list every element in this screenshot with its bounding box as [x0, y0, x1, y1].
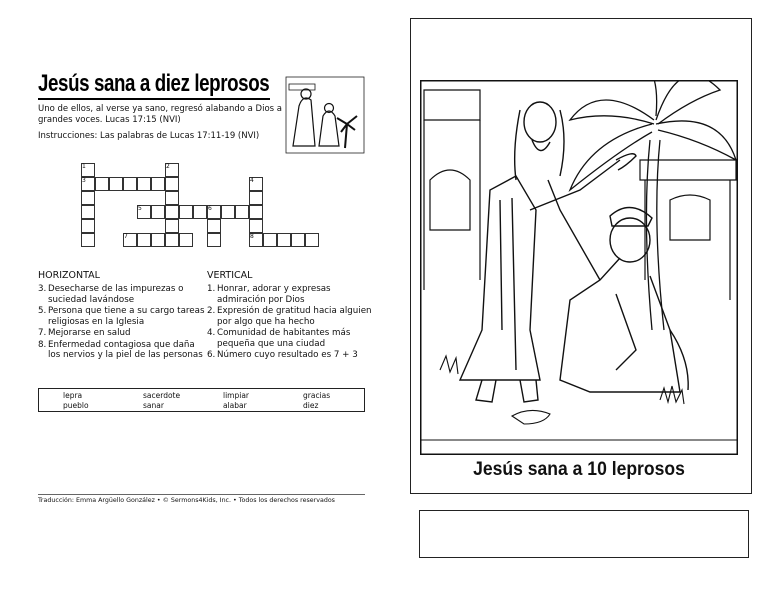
cell-number: 3 — [82, 177, 86, 184]
crossword-cell[interactable] — [165, 205, 179, 219]
crossword-cell[interactable] — [81, 191, 95, 205]
crossword-cell[interactable] — [95, 177, 109, 191]
horizontal-clues — [38, 270, 208, 362]
clue-item: 7. Mejorarse en salud — [38, 328, 131, 338]
crossword-cell[interactable] — [249, 191, 263, 205]
coloring-caption: Jesús sana a 10 leprosos — [473, 458, 685, 480]
cell-number: 1 — [82, 163, 86, 170]
clue-item: 5. Persona que tiene a su cargo tareas religiosas en la Iglesia — [38, 306, 205, 327]
word-bank-item: limpiar — [223, 391, 249, 400]
word-bank-item: alabar — [223, 401, 247, 410]
crossword-cell[interactable] — [207, 233, 221, 247]
footer-credits: Traducción: Emma Argüello González • © Sermons4Kids, Inc. • Todos los derechos reservados — [38, 497, 335, 504]
cell-number: 6 — [208, 205, 212, 212]
crossword-cell[interactable] — [179, 205, 193, 219]
word-bank-item: diez — [303, 401, 319, 410]
cell-number: 5 — [138, 205, 142, 212]
clue-item: 4. Comunidad de habitantes más pequeña que una ciudad — [207, 328, 351, 349]
word-bank-item: gracias — [303, 391, 331, 400]
crossword-cell[interactable] — [123, 177, 137, 191]
crossword-cell[interactable] — [151, 233, 165, 247]
crossword-cell[interactable] — [305, 233, 319, 247]
vertical-clues — [207, 270, 377, 362]
coloring-illustration — [420, 80, 738, 455]
empty-answer-box[interactable] — [419, 510, 749, 558]
crossword-cell[interactable] — [109, 177, 123, 191]
word-bank — [38, 388, 365, 412]
crossword-cell[interactable] — [277, 233, 291, 247]
crossword-cell[interactable] — [193, 205, 207, 219]
word-bank-item: pueblo — [63, 401, 89, 410]
crossword-cell[interactable] — [151, 205, 165, 219]
clue-item: 6. Número cuyo resultado es 7 + 3 — [207, 350, 358, 360]
clue-item: 8. Enfermedad contagiosa que daña los nervios y la piel de las personas — [38, 339, 203, 360]
cell-number: 8 — [250, 233, 254, 240]
jesus-healing-clipart — [285, 76, 365, 154]
crossword-cell[interactable] — [179, 233, 193, 247]
crossword-cell[interactable] — [221, 205, 235, 219]
clue-item: 2. Expresión de gratitud hacia alguien por algo que ha hecho — [207, 306, 372, 327]
crossword-cell[interactable] — [81, 233, 95, 247]
verse-text: Uno de ellos, al verse ya sano, regresó alabando a Dios a grandes voces. Lucas 17:15 (NVI) — [38, 104, 283, 125]
crossword-cell[interactable] — [81, 205, 95, 219]
crossword-cell[interactable] — [291, 233, 305, 247]
clue-item: 1. Honrar, adorar y expresas admiración por Dios — [207, 284, 331, 305]
crossword-cell[interactable] — [137, 233, 151, 247]
cell-number: 7 — [124, 233, 128, 240]
word-bank-item: sanar — [143, 401, 164, 410]
crossword-cell[interactable] — [249, 219, 263, 233]
crossword-cell[interactable] — [81, 219, 95, 233]
crossword-cell[interactable] — [165, 233, 179, 247]
horizontal-heading: HORIZONTAL — [38, 270, 100, 281]
clue-item: 3. Desecharse de las impurezas o suciedad lavándose — [38, 284, 184, 305]
crossword-cell[interactable] — [151, 177, 165, 191]
word-bank-item: lepra — [63, 391, 83, 400]
crossword-cell[interactable] — [137, 177, 151, 191]
cell-number: 2 — [166, 163, 170, 170]
crossword-cell[interactable] — [165, 191, 179, 205]
crossword-cell[interactable] — [249, 205, 263, 219]
footer-divider — [38, 494, 365, 495]
crossword-cell[interactable] — [207, 219, 221, 233]
instructions-text: Instrucciones: Las palabras de Lucas 17:11-19 (NVI) — [38, 131, 260, 141]
cell-number: 4 — [250, 177, 254, 184]
title-underline — [38, 98, 270, 100]
crossword-grid — [81, 163, 321, 253]
vertical-heading: VERTICAL — [207, 270, 253, 281]
crossword-cell[interactable] — [263, 233, 277, 247]
crossword-cell[interactable] — [165, 177, 179, 191]
word-bank-item: sacerdote — [143, 391, 181, 400]
crossword-cell[interactable] — [165, 219, 179, 233]
worksheet-title: Jesús sana a diez leprosos — [38, 70, 270, 97]
crossword-cell[interactable] — [235, 205, 249, 219]
